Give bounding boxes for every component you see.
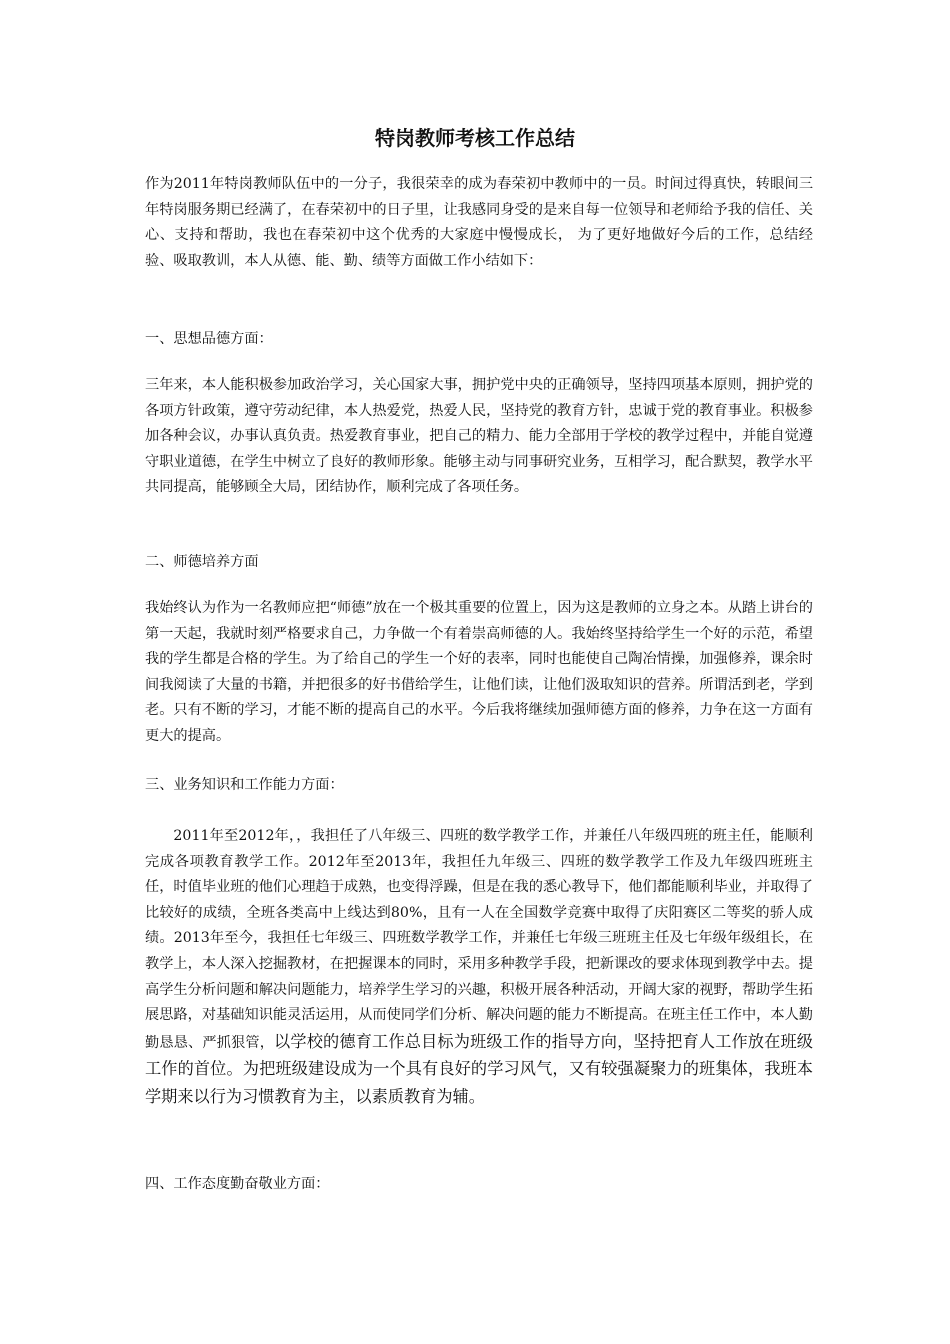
document-title: 特岗教师考核工作总结: [375, 126, 575, 150]
section-body-ability-main: 2011年至2012年，，我担任了八年级三、四班的数学教学工作，并兼任八年级四班的班主任，能顺利完成各项教育教学工作。2012年至2013年，我担任九年级三、四班的数学教学工作及九年级四班班主任，时值毕业班的他们心理趋于成熟，也变得浮躁，但是在我的悉心教导下，他们都能顺利毕业，并取得了比较好的成绩，全班各类高中上线达到80%，且有一人在全国数学竞赛中取得了庆阳赛区二等奖的骄人成绩。2013年至今，我担任七年级三、四班数学教学工作，并兼任七年级三班班主任及七年级年级组长，在教学上，本人深入挖掘教材，在把握课本的同时，采用多种教学手段，把新课改的要求体现到教学中去。提高学生分析问题和解决问题能力，培养学生学习的兴趣，积极开展各种活动，开阔大家的视野，帮助学生拓展思路，对基础知识能灵活运用，从而使同学们分析、解决问题的能力不断提高。在班主任工作中，本人勤勤恳恳、严抓狠管，: [145, 828, 813, 1051]
section-body-ability: [145, 824, 813, 1112]
section-heading-ethics: 二、师德培养方面: [145, 554, 259, 570]
section-body-morality: 三年来，本人能积极参加政治学习，关心国家大事，拥护党中央的正确领导，坚持四项基本原则，拥护党的各项方针政策，遵守劳动纪律，本人热爱党，热爱人民，坚持党的教育方针，忠诚于党的教育事业。积极参加各种会议，办事认真负责。热爱教育事业，把自己的精力、能力全部用于学校的教学过程中，并能自觉遵守职业道德，在学生中树立了良好的教师形象。能够主动与同事研究业务，互相学习，配合默契，教学水平共同提高，能够顾全大局，团结协作，顺利完成了各项任务。: [145, 377, 813, 496]
section-heading-attitude: 四、工作态度勤奋敬业方面：: [145, 1176, 330, 1192]
intro-paragraph: 作为2011年特岗教师队伍中的一分子，我很荣幸的成为春荣初中教师中的一员。时间过得真快，转眼间三年特岗服务期已经满了，在春荣初中的日子里，让我感同身受的是来自每一位领导和老师给予我的信任、关心、支持和帮助，我也在春荣初中这个优秀的大家庭中慢慢成长， 为了更好地做好今后的工作，总结经验、吸取教训，本人从德、能、勤、绩等方面做工作小结如下：: [145, 176, 813, 269]
section-heading-ability: 三、业务知识和工作能力方面：: [145, 777, 344, 793]
section-heading-morality: 一、思想品德方面：: [145, 331, 273, 347]
section-body-ethics: 我始终认为作为一名教师应把“师德”放在一个极其重要的位置上，因为这是教师的立身之本。从踏上讲台的第一天起，我就时刻严格要求自己，力争做一个有着崇高师德的人。我始终坚持给学生一个好的示范，希望我的学生都是合格的学生。为了给自己的学生一个好的表率，同时也能使自己陶冶情操，加强修养，课余时间我阅读了大量的书籍，并把很多的好书借给学生，让他们读，让他们汲取知识的营养。所谓活到老，学到老。只有不断的学习，才能不断的提高自己的水平。今后我将继续加强师德方面的修养，力争在这一方面有更大的提高。: [145, 600, 813, 744]
section-body-ability-tail: 以学校的德育工作总目标为班级工作的指导方向，坚持把育人工作放在班级工作的首位。为把班级建设成为一个具有良好的学习风气，又有较强凝聚力的班集体，我班本学期来以行为习惯教育为主，以素质教育为辅。: [145, 1031, 813, 1106]
